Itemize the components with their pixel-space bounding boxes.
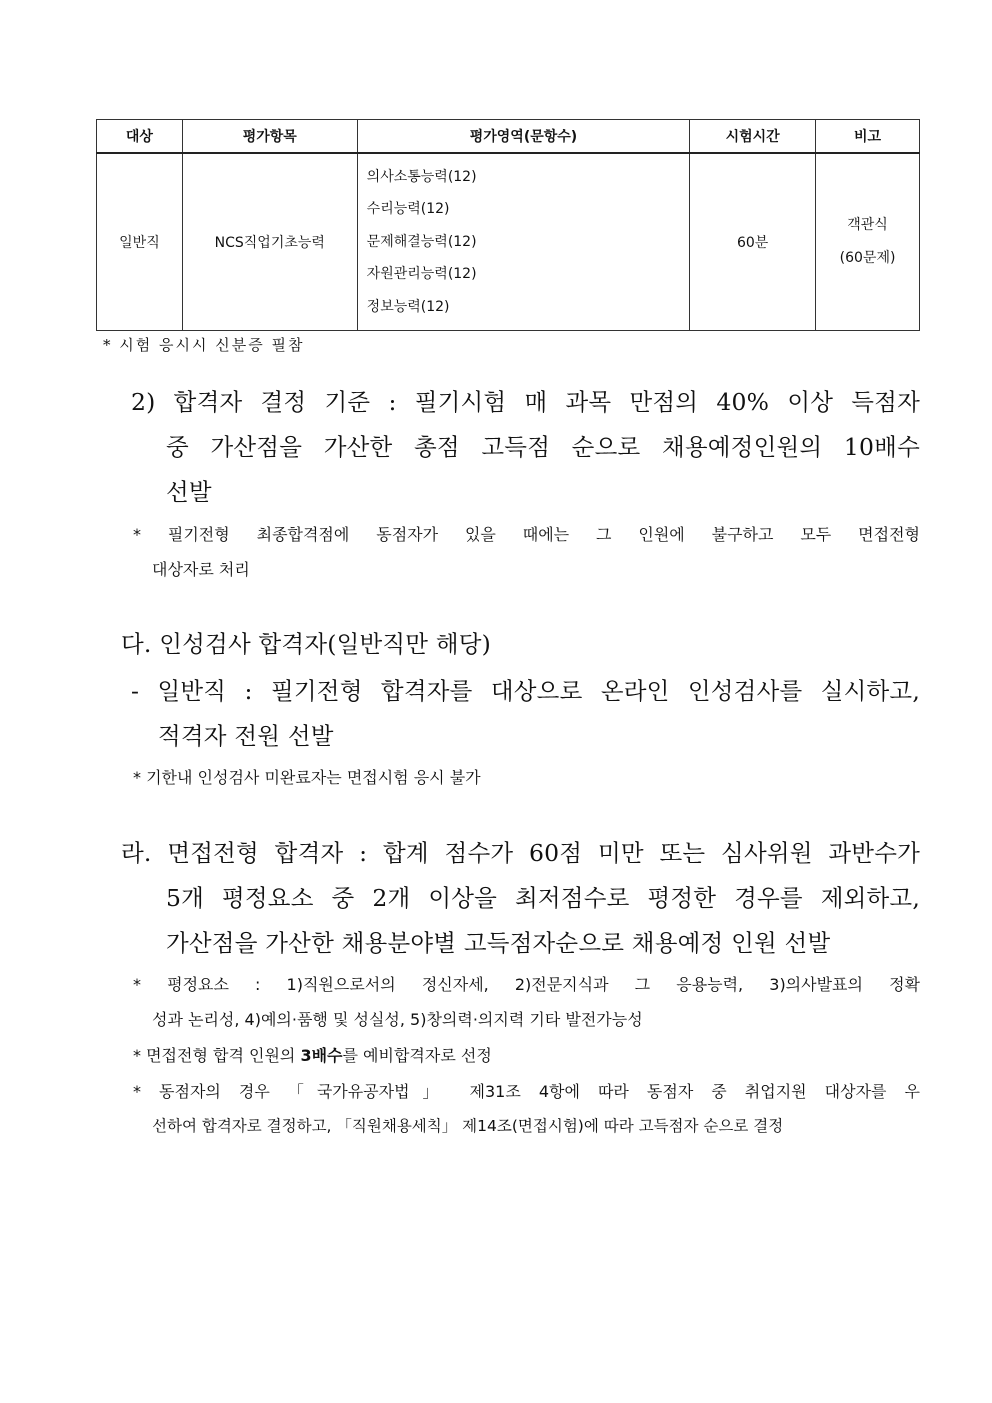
area-item: 수리능력(12)	[366, 201, 450, 217]
section-ra-note1-line-1: * 평정요소 : 1)직원으로서의 정신자세, 2)전문지식과 그 응용능력, 3)의사발표의 정확	[133, 975, 920, 994]
area-item: 문제해결능력(12)	[366, 233, 477, 250]
exam-table	[96, 119, 920, 331]
note-type: 객관식	[847, 216, 888, 233]
table-footnote: * 시험 응시시 신분증 필참	[103, 336, 305, 354]
area-item: 정보능력(12)	[366, 298, 450, 315]
header-item: 평가항목	[182, 120, 357, 154]
cell-areas	[357, 153, 690, 330]
cell-target: 일반직	[97, 153, 183, 330]
section-ra-note3-line-1: * 동점자의 경우 「국가유공자법」 제31조 4항에 따라 동점자 중 취업지원 대상자를 우	[133, 1082, 920, 1101]
section-da-note: * 기한내 인성검사 미완료자는 면접시험 응시 불가	[133, 768, 481, 787]
cell-time: 60분	[690, 153, 816, 330]
note2-bold: 3배수	[300, 1046, 343, 1065]
note2-suffix: 를 예비합격자로 선정	[342, 1046, 492, 1065]
criteria-line-2: 중 가산점을 가산한 총점 고득점 순으로 채용예정인원의 10배수	[166, 433, 920, 461]
cell-item: NCS직업기초능력	[182, 153, 357, 330]
header-target: 대상	[97, 120, 183, 154]
criteria-line-3: 선발	[166, 478, 212, 506]
cell-note	[816, 153, 920, 330]
section-ra-line-2: 5개 평정요소 중 2개 이상을 최저점수로 평정한 경우를 제외하고,	[166, 884, 920, 912]
section-da-title: 다. 인성검사 합격자(일반직만 해당)	[121, 630, 492, 658]
section-da-line-1: - 일반직 : 필기전형 합격자를 대상으로 온라인 인성검사를 실시하고,	[131, 677, 920, 705]
note-count: (60문제)	[839, 249, 896, 266]
section-ra-line-3: 가산점을 가산한 채용분야별 고득점자순으로 채용예정 인원 선발	[166, 929, 831, 957]
criteria-note-line-2: 대상자로 처리	[152, 560, 250, 579]
header-areas: 평가영역(문항수)	[357, 120, 690, 154]
area-item: 자원관리능력(12)	[366, 266, 477, 282]
table-header-row	[97, 120, 920, 154]
criteria-note-line-1: * 필기전형 최종합격점에 동점자가 있을 때에는 그 인원에 불구하고 모두 면접전형	[133, 525, 920, 544]
table-row	[97, 153, 920, 330]
note2-prefix: * 면접전형 합격 인원의	[133, 1046, 301, 1065]
section-ra-note3-line-2: 선하여 합격자로 결정하고, 「직원채용세칙」 제14조(면접시험)에 따라 고득점자 순으로 결정	[152, 1117, 784, 1135]
criteria-line-1: 2) 합격자 결정 기준 : 필기시험 매 과목 만점의 40% 이상 득점자	[131, 388, 920, 416]
section-ra-note1-line-2: 성과 논리성, 4)예의·품행 및 성실성, 5)창의력·의지력 기타 발전가능성	[152, 1010, 643, 1029]
section-ra-line-1: 라. 면접전형 합격자 : 합계 점수가 60점 미만 또는 심사위원 과반수가	[121, 839, 920, 867]
section-da-line-2: 적격자 전원 선발	[158, 722, 334, 750]
area-item: 의사소통능력(12)	[366, 168, 477, 185]
header-time: 시험시간	[690, 120, 816, 154]
section-ra-note2	[133, 1043, 492, 1066]
header-note: 비고	[816, 120, 920, 154]
